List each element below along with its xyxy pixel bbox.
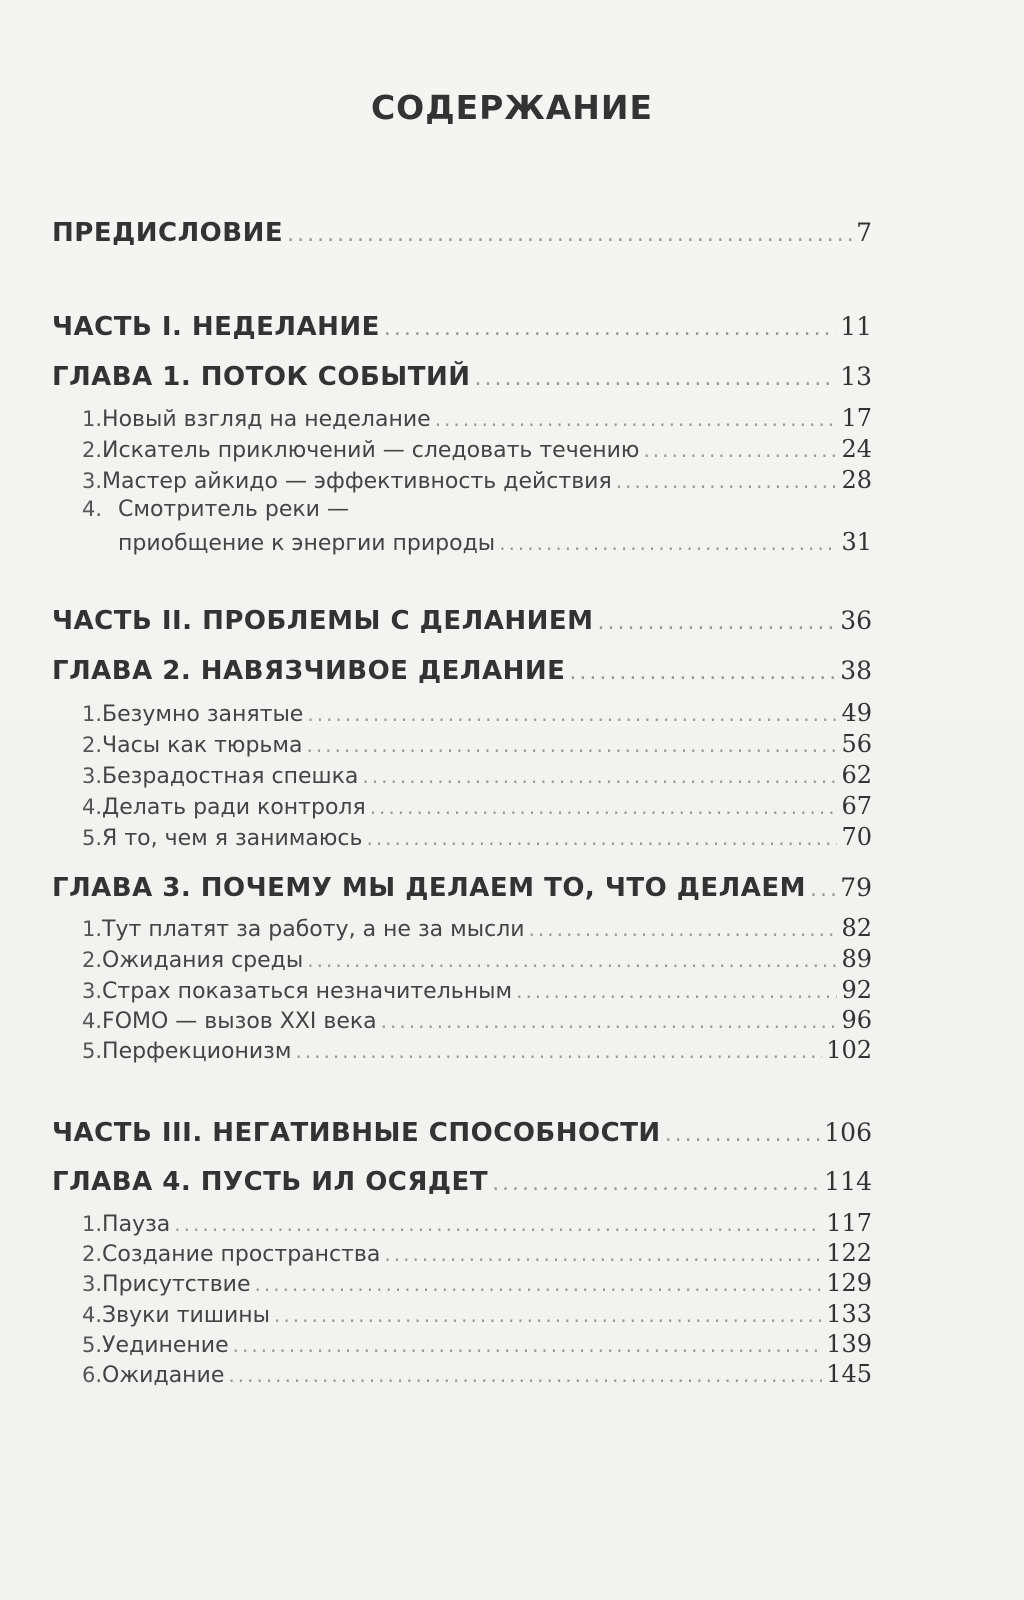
toc-part-1[interactable] [52,312,872,342]
item-number: 4. [82,1303,103,1327]
leader-dots [174,1212,822,1236]
toc-item[interactable] [82,761,872,789]
item-number: 1. [82,407,103,431]
item-number: 2. [82,733,103,757]
toc-part-2[interactable] [52,606,872,636]
leader-dots [366,826,837,850]
toc-item-continuation[interactable] [118,528,872,556]
toc-item[interactable] [82,1006,872,1034]
page-number: 114 [824,1167,872,1196]
item-label: Смотритель реки — [118,497,349,522]
page-number: 145 [826,1360,872,1388]
leader-dots [475,366,837,391]
toc-heading-label: ГЛАВА 1. ПОТОК СОБЫТИЙ [52,362,471,392]
toc-item[interactable] [82,1300,872,1328]
item-label: Делать ради контроля [102,795,366,820]
toc-heading-label: ЧАСТЬ II. ПРОБЛЕМЫ С ДЕЛАНИЕМ [52,606,594,636]
toc-chapter-2[interactable] [52,656,872,686]
toc-heading-label: ГЛАВА 3. ПОЧЕМУ МЫ ДЕЛАЕМ ТО, ЧТО ДЕЛАЕМ [52,873,807,903]
item-number: 3. [82,469,103,493]
item-number: 3. [82,979,103,1003]
toc-heading-label: ЧАСТЬ I. НЕДЕЛАНИЕ [52,312,380,342]
toc-item[interactable] [82,1036,872,1064]
item-number: 1. [82,917,103,941]
toc-heading-label: ЧАСТЬ III. НЕГАТИВНЫЕ СПОСОБНОСТИ [52,1118,661,1148]
leader-dots [362,764,837,788]
item-number: 2. [82,948,103,972]
page-number: 17 [841,404,872,432]
page-number: 89 [841,945,872,973]
toc-item[interactable] [82,1330,872,1358]
toc-item[interactable] [82,404,872,432]
toc-item[interactable] [82,823,872,851]
page-number: 24 [841,435,872,463]
item-label: Звуки тишины [102,1303,271,1328]
toc-item[interactable] [82,699,872,727]
item-label: Я то, чем я занимаюсь [102,826,363,851]
leader-dots [435,407,838,431]
leader-dots [499,531,837,555]
page-number: 117 [826,1209,872,1237]
toc-heading-label: ГЛАВА 2. НАВЯЗЧИВОЕ ДЕЛАНИЕ [52,656,566,686]
leader-dots [569,660,836,685]
item-number: 5. [82,826,103,850]
toc-item[interactable] [82,976,872,1004]
item-number: 4. [82,497,103,521]
leader-dots [384,1242,822,1266]
toc-heading-label: ГЛАВА 4. ПУСТЬ ИЛ ОСЯДЕТ [52,1167,489,1197]
item-number: 3. [82,1272,103,1296]
leader-dots [529,917,838,941]
item-number: 1. [82,1212,103,1236]
leader-dots [255,1272,823,1296]
toc-item[interactable] [82,1239,872,1267]
item-label: Пауза [102,1212,171,1237]
page-number: 62 [841,761,872,789]
toc-preface[interactable] [52,218,872,248]
item-label: Уединение [102,1333,229,1358]
leader-dots [287,222,852,247]
leader-dots [370,795,838,819]
page-number: 11 [840,312,872,341]
page-title: СОДЕРЖАНИЕ [370,88,654,127]
page-number: 36 [840,606,872,635]
item-number: 5. [82,1333,103,1357]
page-number: 82 [841,914,872,942]
item-label: Мастер айкидо — эффективность действия [102,469,612,494]
page-number: 7 [856,218,872,247]
page-number: 13 [840,362,872,391]
item-label: Тут платят за работу, а не за мысли [102,917,525,942]
item-label: Перфекционизм [102,1039,292,1064]
page-number: 28 [841,466,872,494]
item-label: Искатель приключений — следовать течению [102,438,640,463]
item-label: Безумно занятые [102,702,304,727]
toc-item[interactable] [82,1269,872,1297]
toc-item[interactable] [82,945,872,973]
leader-dots [665,1122,821,1147]
leader-dots [307,948,837,972]
leader-dots [810,877,836,902]
item-label: Безрадостная спешка [102,764,359,789]
leader-dots [233,1333,823,1357]
page-number: 67 [841,792,872,820]
item-number: 3. [82,764,103,788]
toc-heading-label: ПРЕДИСЛОВИЕ [52,218,284,248]
page-number: 79 [840,873,872,902]
item-number: 4. [82,795,103,819]
page-number: 122 [826,1239,872,1267]
leader-dots [295,1039,822,1063]
item-label: Создание пространства [102,1242,381,1267]
toc-item[interactable] [82,914,872,942]
item-label: FOMO — вызов XXI века [102,1009,377,1034]
leader-dots [381,1009,838,1033]
page-number: 96 [841,1006,872,1034]
page-number: 38 [840,656,872,685]
leader-dots [616,469,838,493]
toc-item[interactable] [82,466,872,494]
toc-item-first-line[interactable] [82,497,872,522]
item-label: Присутствие [102,1272,251,1297]
toc-chapter-4[interactable] [52,1167,872,1197]
toc-item[interactable] [82,1209,872,1237]
toc-item[interactable] [82,730,872,758]
page-number: 31 [841,528,872,556]
item-number: 2. [82,1242,103,1266]
toc-part-3[interactable] [52,1118,872,1148]
leader-dots [274,1303,822,1327]
page-number: 70 [841,823,872,851]
page-number: 129 [826,1269,872,1297]
leader-dots [306,733,837,757]
item-number: 6. [82,1363,103,1387]
page-number: 92 [841,976,872,1004]
toc-chapter-1[interactable] [52,362,872,392]
page-number: 106 [824,1118,872,1147]
leader-dots [384,316,836,341]
page-number: 133 [826,1300,872,1328]
item-label: Страх показаться незначительным [102,979,513,1004]
item-label: Часы как тюрьма [102,733,303,758]
leader-dots [228,1363,822,1387]
leader-dots [307,702,837,726]
leader-dots [492,1171,820,1196]
page-number: 139 [826,1330,872,1358]
leader-dots [516,979,837,1003]
item-label: Новый взгляд на неделание [102,407,431,432]
toc-item[interactable] [82,435,872,463]
item-number: 5. [82,1039,103,1063]
item-number: 1. [82,702,103,726]
item-label: Ожидания среды [102,948,304,973]
toc-chapter-3[interactable] [52,873,872,903]
item-label: Ожидание [102,1363,225,1388]
item-label-continued: приобщение к энергии природы [118,531,496,556]
leader-dots [597,610,836,635]
toc-item[interactable] [82,1360,872,1388]
leader-dots [643,438,837,462]
toc-item[interactable] [82,792,872,820]
page-number: 102 [826,1036,872,1064]
page-number: 56 [841,730,872,758]
item-number: 4. [82,1009,103,1033]
item-number: 2. [82,438,103,462]
page-number: 49 [841,699,872,727]
